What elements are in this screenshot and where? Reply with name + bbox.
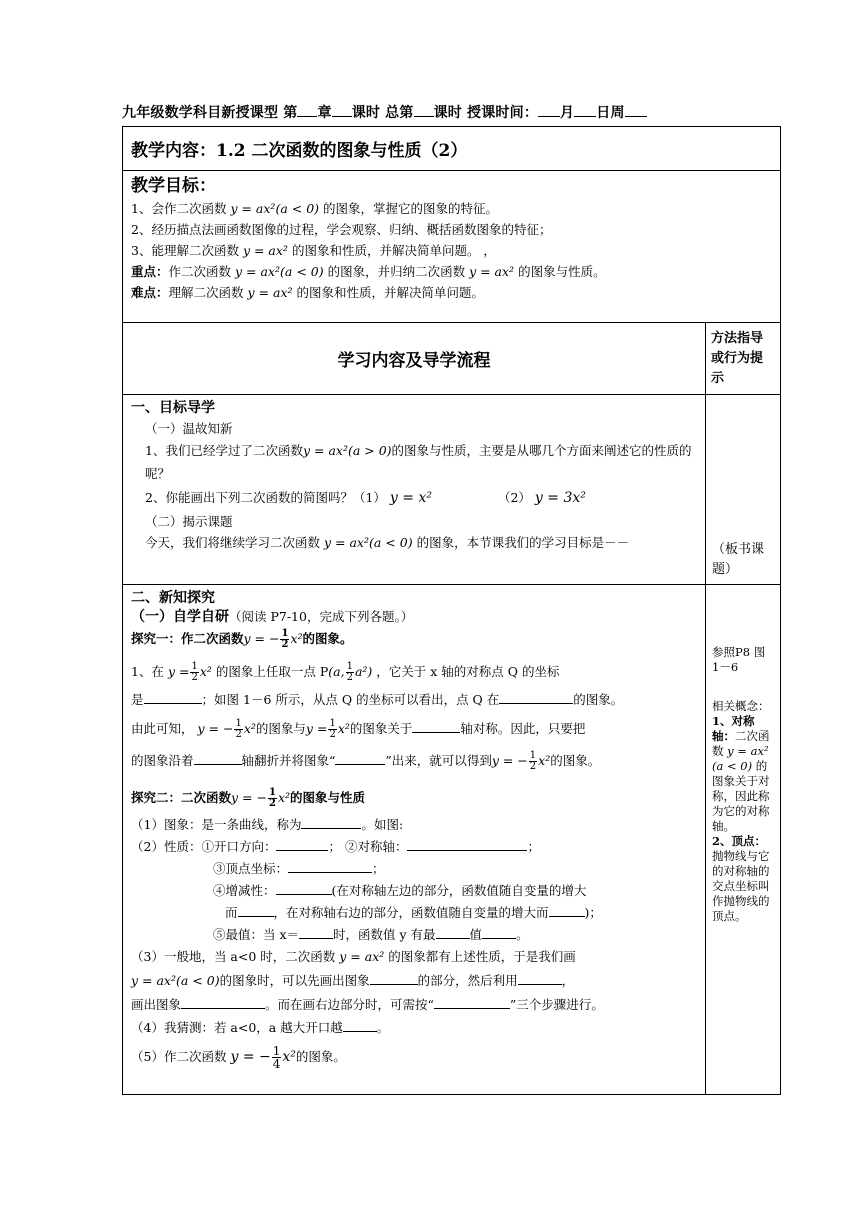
header-text: 章 (317, 105, 332, 121)
text: 时，函数值 y 有最 (333, 927, 436, 942)
header-text: 课时 授课时间： (433, 105, 539, 121)
section-1-side (706, 395, 781, 585)
blank (574, 102, 596, 117)
formula: y = ax²(a > 0) (302, 443, 392, 458)
blank (436, 923, 470, 939)
formula: y = ax² (247, 285, 293, 300)
question-1 (131, 439, 697, 485)
lesson-table (122, 126, 781, 1095)
formula: y = 3x² (534, 490, 586, 506)
key-point (131, 261, 772, 282)
formula: y = ax²(a < 0) (131, 973, 220, 988)
main-header-text: 学习内容及导学流程 (337, 351, 491, 371)
item-8 (131, 969, 697, 993)
side-text: 二次函数 (712, 729, 770, 758)
header-text: 九年级数学科目新授课型 第 (122, 105, 298, 121)
text: 轴对称。因此，只要把 (460, 721, 586, 736)
item-6 (131, 923, 697, 945)
text: 而 (225, 905, 238, 920)
side-axis-concept (712, 714, 774, 834)
formula: y = x² (389, 490, 432, 506)
intro-paragraph (131, 532, 697, 553)
item-5 (131, 901, 697, 923)
goal-text: 的图象，掌握它的图象的特征。 (323, 201, 499, 216)
text: （5）作二次函数 (131, 1049, 227, 1064)
item-4 (131, 879, 697, 901)
text: 由此可知， (131, 721, 194, 736)
question-2 (131, 485, 697, 511)
goals-heading: 教学目标： (131, 176, 216, 196)
text: 的图象。 (295, 1049, 346, 1064)
header-text: 课时 总第 (351, 105, 414, 121)
side-header-text: 方法指导或行为提示 (711, 330, 764, 386)
formula: y = ax²(a < 0) (324, 535, 413, 550)
text: 的图象。 (573, 692, 624, 707)
blank (194, 749, 242, 765)
goal-text: 的图象和性质，并解决简单问题。 (296, 285, 485, 300)
subsection-title: （一）温故知新 (145, 421, 233, 436)
text: 的图象沿着 (131, 753, 194, 768)
blank (518, 969, 562, 985)
text: 。如图: (361, 817, 404, 832)
blank (301, 813, 361, 829)
blank (238, 901, 274, 917)
text: 1、在 (131, 664, 164, 679)
blank (297, 102, 317, 117)
blank (414, 102, 434, 117)
header-text: 日周 (596, 105, 625, 121)
goal-text: 理解二次函数 (168, 285, 244, 300)
self-study-title: （一）自学自研 (131, 609, 229, 625)
formula: y = ax²(a < 0) (230, 201, 320, 216)
text: 的部分，然后利用 (417, 973, 518, 988)
explore-1-line-1: 1、在 y = $\frac{1}{2}$ x² 的图象上任取一点 P(a, $\frac{1}{2}$ a²) ，它关于 x 轴的对称点 Q 的坐标 (131, 661, 560, 683)
text: 的图象。 (550, 753, 601, 768)
text: ； (527, 839, 540, 854)
text: 是 (131, 692, 144, 707)
blank (276, 879, 332, 895)
goal-text: 作二次函数 (168, 264, 232, 279)
text: 画出图象 (131, 997, 182, 1012)
item-2 (131, 835, 697, 857)
blank (181, 993, 265, 1009)
goals-cell (123, 171, 781, 323)
text: 。而在画右边部分时，可需按“ (265, 997, 434, 1012)
formula: y = ax² (727, 744, 769, 758)
blank (335, 749, 385, 765)
section-2-cell (123, 585, 706, 1095)
self-study-note: （阅读 P7-10，完成下列各题。） (229, 609, 414, 624)
side-concept-title: 相关概念： (712, 699, 770, 713)
text: （4）我猜测：若 a<0，a 越大开口越 (131, 1020, 343, 1035)
item-9 (131, 993, 697, 1016)
section-2-side (706, 585, 781, 1095)
goal-text: 的图象与性质。 (518, 264, 606, 279)
subsection-title: （二）揭示课题 (145, 514, 233, 529)
question-text: 的图象与性质，主要是从哪几个方面来阐述它的性质的呢？ (145, 443, 692, 481)
text: （1）图象：是一条曲线，称为 (131, 817, 302, 832)
text: ⑤最值：当 x＝ (213, 927, 300, 942)
section-1-title: 一、目标导学 (131, 400, 215, 416)
text: 的图象关于 (349, 721, 413, 736)
formula: y = ax² (242, 243, 288, 258)
goal-1 (131, 198, 772, 219)
formula: y = ax²(a < 0) (235, 264, 324, 279)
explore-text: 的图象。 (302, 631, 353, 646)
text: 。 (516, 927, 529, 942)
text: ，它关于 x 轴的对称点 Q 的坐标 (376, 664, 560, 679)
formula: y = ax² (339, 949, 385, 964)
blank (434, 993, 510, 1009)
main-column-header (123, 323, 706, 395)
section-2-title: 二、新知探究 (131, 590, 215, 606)
text: 值 (469, 927, 483, 942)
header-text: 月 (560, 105, 575, 121)
blank (144, 688, 202, 704)
section-1-cell (123, 395, 706, 585)
text: 。 (376, 1020, 390, 1035)
text: 的图象都有上述性质，于是我们画 (388, 949, 576, 964)
goal-text: 的图象和性质，并解决简单问题。 ， (291, 243, 496, 258)
text: ③顶点坐标： (213, 861, 289, 876)
content-title: 教学内容：1.2 二次函数的图象与性质（2） (131, 141, 468, 161)
goal-3 (131, 240, 772, 261)
text: ；如图 1－6 所示，从点 Q 的坐标可以看出，点 Q 在 (201, 692, 500, 707)
key-label: 重点： (131, 264, 169, 279)
question-text: 1、我们已经学过了二次函数 (145, 443, 303, 458)
blank (276, 835, 328, 851)
side-note: （板书课题） (712, 542, 765, 577)
blank (332, 102, 352, 117)
blank (299, 923, 333, 939)
side-label: 1、对称轴： (712, 714, 755, 743)
explore-text: 的图象与性质 (290, 790, 366, 805)
explore-text: 探究一：作二次函数 (131, 631, 244, 646)
blank (625, 102, 647, 117)
blank (407, 835, 527, 851)
paragraph-text: 的图象，本节课我们的学习目标是－－ (416, 535, 630, 550)
blank (288, 857, 372, 873)
question-text: （2） (497, 490, 531, 505)
explore-2-title: 探究二：二次函数y = − $\frac{1}{2}$ x²的图象与性质 (131, 787, 366, 809)
side-reference: 参照P8 图 1－6 (712, 645, 766, 674)
item-1 (131, 813, 697, 835)
goal-text: 3、能理解二次函数 (131, 243, 239, 258)
text: (在对称轴左边的部分，函数值随自变量的增大 (331, 883, 587, 898)
formula: (a < 0) (712, 759, 753, 773)
formula: y = ax² (469, 264, 515, 279)
blank (412, 717, 460, 733)
side-vertex-concept (712, 834, 774, 924)
text: ④增减性： (213, 883, 276, 898)
side-text: 的图象关于对称，因此称为它的对称轴。 (712, 759, 770, 833)
paragraph-text: 今天，我们将继续学习二次函数 (145, 535, 321, 550)
content-title-cell (123, 127, 781, 171)
text: 轴翻折并将图象“ (241, 753, 336, 768)
question-text: 2、你能画出下列二次函数的简图吗？（1） (145, 490, 386, 505)
blank (549, 901, 585, 917)
side-column-header (706, 323, 781, 395)
blank (499, 688, 573, 704)
side-text: 抛物线与它的对称轴的交点坐标叫作抛物线的顶点。 (712, 849, 770, 923)
text: （3）一般地，当 a<0 时，二次函数 (131, 949, 336, 964)
blank (538, 102, 560, 117)
blank (343, 1016, 377, 1032)
lesson-header (122, 100, 780, 126)
explore-1-line-3: 由此可知， y = − $\frac{1}{2}$ x²的图象与y = $\frac{1}{2}$ x²的图象关于 轴对称。因此，只要把 (131, 718, 586, 740)
explore-text: 探究二：二次函数 (131, 790, 232, 805)
difficult-point (131, 282, 772, 303)
goal-2: 2、经历描点法画函数图像的过程，学会观察、归纳、概括函数图象的特征； (131, 222, 552, 237)
blank (482, 923, 516, 939)
text: ”出来，就可以得到 (385, 753, 492, 768)
text: 的图象与 (255, 721, 306, 736)
item-7 (131, 945, 697, 969)
goal-text: 1、会作二次函数 (131, 201, 227, 216)
text: ； ②对称轴： (328, 839, 408, 854)
difficult-label: 难点： (131, 285, 169, 300)
self-study-line (131, 607, 697, 627)
text: ”三个步骤进行。 (509, 997, 604, 1012)
item-11: （5）作二次函数 y = − $\frac{1}{4}$ x²的图象。 (131, 1044, 346, 1071)
text: ，在对称轴右边的部分，函数值随自变量的增大而 (273, 905, 549, 920)
text: 的图象上任取一点 P (215, 664, 329, 679)
explore-1-title: 探究一：作二次函数y = − $\frac{1}{2}$ x²的图象。 (131, 628, 353, 650)
text: )； (584, 905, 602, 920)
blank (370, 969, 418, 985)
text: ， (561, 973, 575, 988)
explore-1-line-4: 的图象沿着 轴翻折并将图象“ ”出来，就可以得到y = − $\frac{1}{2}$ x²的图象。 (131, 750, 601, 772)
item-3 (131, 857, 697, 879)
explore-1-line-2 (131, 687, 697, 713)
text: 的图象时，可以先画出图象 (219, 973, 370, 988)
goal-text: 的图象，并归纳二次函数 (327, 264, 466, 279)
text: ； (372, 861, 385, 876)
side-label: 2、顶点： (712, 834, 767, 848)
item-10 (131, 1016, 697, 1039)
text: （2）性质：①开口方向： (131, 839, 277, 854)
